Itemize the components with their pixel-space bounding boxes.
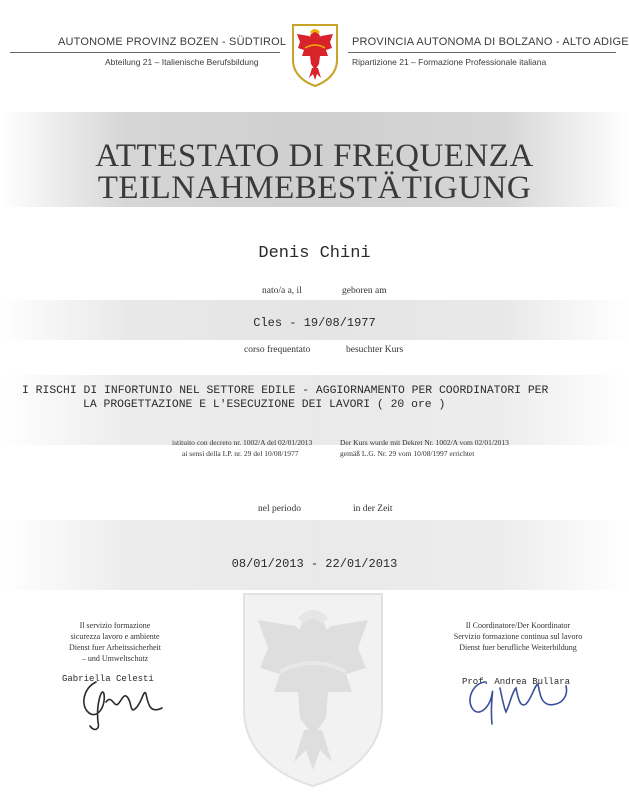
signatory-left-name: Gabriella Celesti bbox=[62, 674, 154, 684]
signature-right-line2: Servizio formazione continua sul lavoro bbox=[453, 632, 583, 641]
period-label-german: in der Zeit bbox=[353, 504, 393, 514]
signature-left-line1: Il servizio formazione bbox=[79, 621, 151, 630]
course-title-line1: I RISCHI DI INFORTUNIO NEL SETTORE EDILE - AGGIORNAMENTO PER COORDINATORI PER bbox=[22, 385, 549, 397]
period-band bbox=[0, 520, 629, 590]
decree-german-line1: Der Kurs wurde mit Dekret Nr. 1002/A vom 02/01/2013 bbox=[340, 438, 509, 447]
course-title-line2: LA PROGETTAZIONE E L'ESECUZIONE DEI LAVORI ( 20 ore ) bbox=[83, 399, 446, 411]
tyrolean-eagle-watermark bbox=[240, 590, 386, 790]
signature-right-line3: Dienst fuer berufliche Weiterbildung bbox=[459, 643, 577, 652]
born-label-german: geboren am bbox=[342, 286, 387, 296]
signature-left-line2: sicurezza lavoro e ambiente bbox=[70, 632, 160, 641]
decree-italian-line2: ai sensi della LP. nr. 29 del 10/08/1977 bbox=[182, 449, 299, 458]
period-label-italian: nel periodo bbox=[258, 504, 302, 514]
signature-right-line1: Il Coordinatore/Der Koordinator bbox=[465, 621, 571, 630]
course-label-italian: corso frequentato bbox=[244, 345, 311, 355]
birth-place-date: Cles - 19/08/1977 bbox=[253, 316, 376, 330]
course-label-german: besuchter Kurs bbox=[346, 345, 404, 355]
header-right-subtitle: Ripartizione 21 – Formazione Professionale italiana bbox=[352, 57, 547, 67]
header-left-subtitle: Abteilung 21 – Italienische Berufsbildung bbox=[105, 57, 259, 67]
recipient-name: Denis Chini bbox=[258, 244, 371, 263]
header-left-title: AUTONOME PROVINZ BOZEN - SÜDTIROL bbox=[58, 36, 287, 48]
title-italian: ATTESTATO DI FREQUENZA bbox=[95, 138, 534, 174]
header-rule-left bbox=[10, 52, 280, 53]
signature-left-handwriting bbox=[66, 664, 176, 734]
header-rule-right bbox=[348, 52, 616, 53]
born-label-italian: nato/a a, il bbox=[262, 286, 302, 296]
decree-italian-line1: istituito con decreto nr. 1002/A del 02/01/2013 bbox=[172, 438, 313, 447]
tyrolean-eagle-icon bbox=[290, 22, 340, 88]
signature-left-line3: Dienst fuer Arbeitssicherheit bbox=[69, 643, 161, 652]
signature-right-handwriting bbox=[456, 668, 586, 730]
header-right-title: PROVINCIA AUTONOMA DI BOLZANO - ALTO ADIGE bbox=[352, 36, 629, 48]
signature-left-line4: – und Umweltschutz bbox=[81, 654, 149, 663]
signatory-right-name: Prof. Andrea Bullara bbox=[462, 677, 571, 687]
title-german: TEILNAHMEBESTÄTIGUNG bbox=[97, 170, 532, 206]
decree-german-line2: gemäß L.G. Nr. 29 vom 10/08/1997 errichtet bbox=[340, 449, 475, 458]
period-dates: 08/01/2013 - 22/01/2013 bbox=[231, 557, 398, 571]
signature-block-right bbox=[418, 620, 618, 653]
signature-block-left bbox=[20, 620, 210, 664]
